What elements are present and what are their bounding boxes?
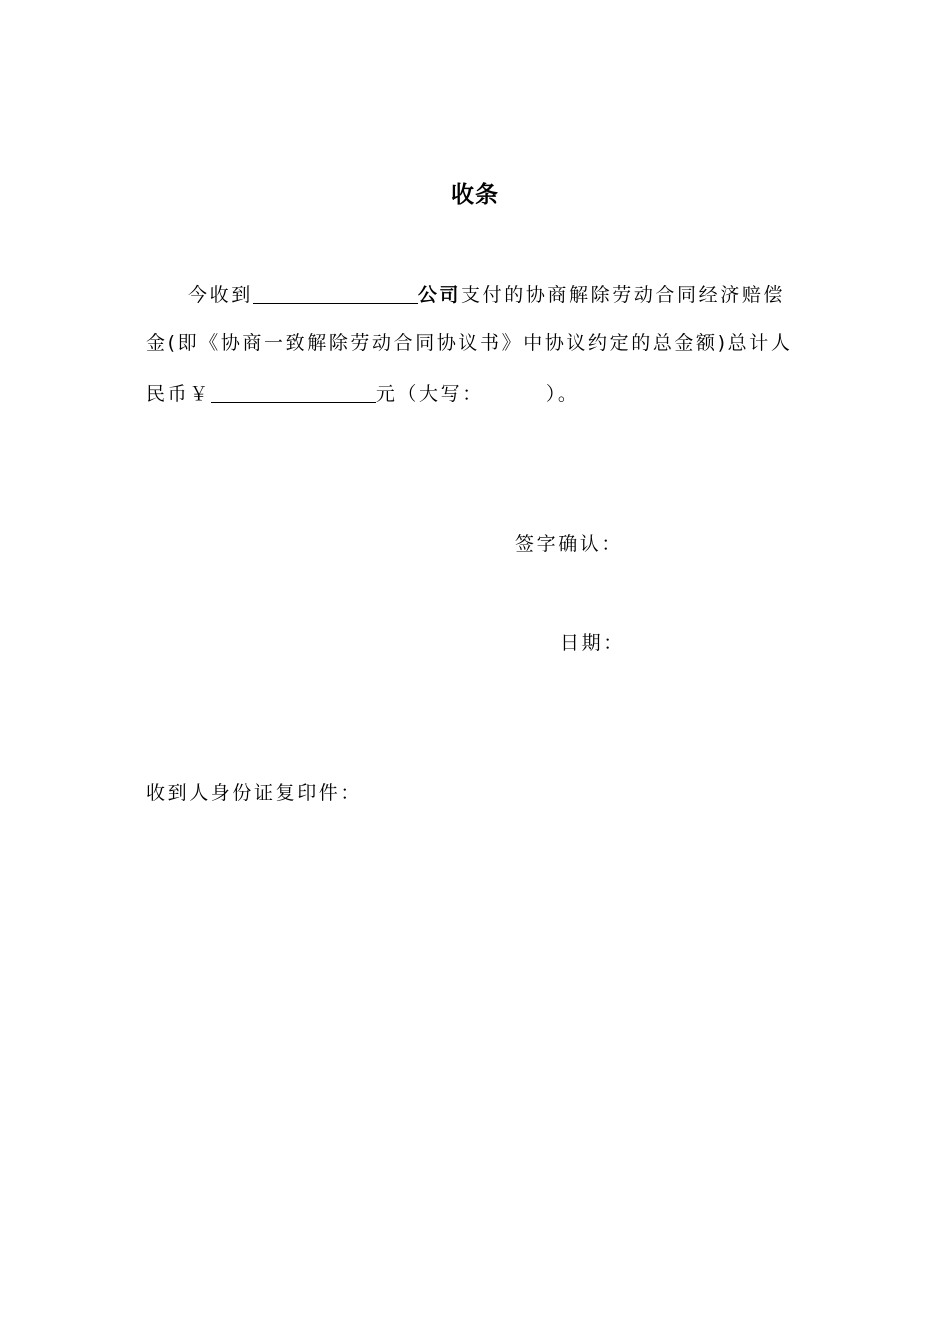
document-title: 收条 [451, 182, 499, 208]
amount-uppercase-label: 元（大写： [375, 383, 484, 405]
paragraph-line-1 [146, 280, 816, 307]
payment-description-text: 支付的协商解除劳动合同经济赔偿 [461, 284, 786, 306]
date-label: 日期： [560, 632, 625, 654]
amount-blank [211, 383, 376, 403]
paragraph-line-2: 金(即《协商一致解除劳动合同协议书》中协议约定的总金额)总计人 [146, 332, 793, 354]
signature-label: 签字确认： [515, 533, 624, 555]
received-from-text: 今收到 [188, 284, 253, 306]
paragraph-line-3 [146, 379, 816, 406]
company-name-blank [253, 284, 418, 304]
currency-text: 民币￥ [146, 383, 211, 405]
id-copy-label: 收到人身份证复印件： [146, 782, 363, 804]
company-word: 公司 [417, 284, 462, 306]
closing-text: ）。 [545, 383, 580, 405]
